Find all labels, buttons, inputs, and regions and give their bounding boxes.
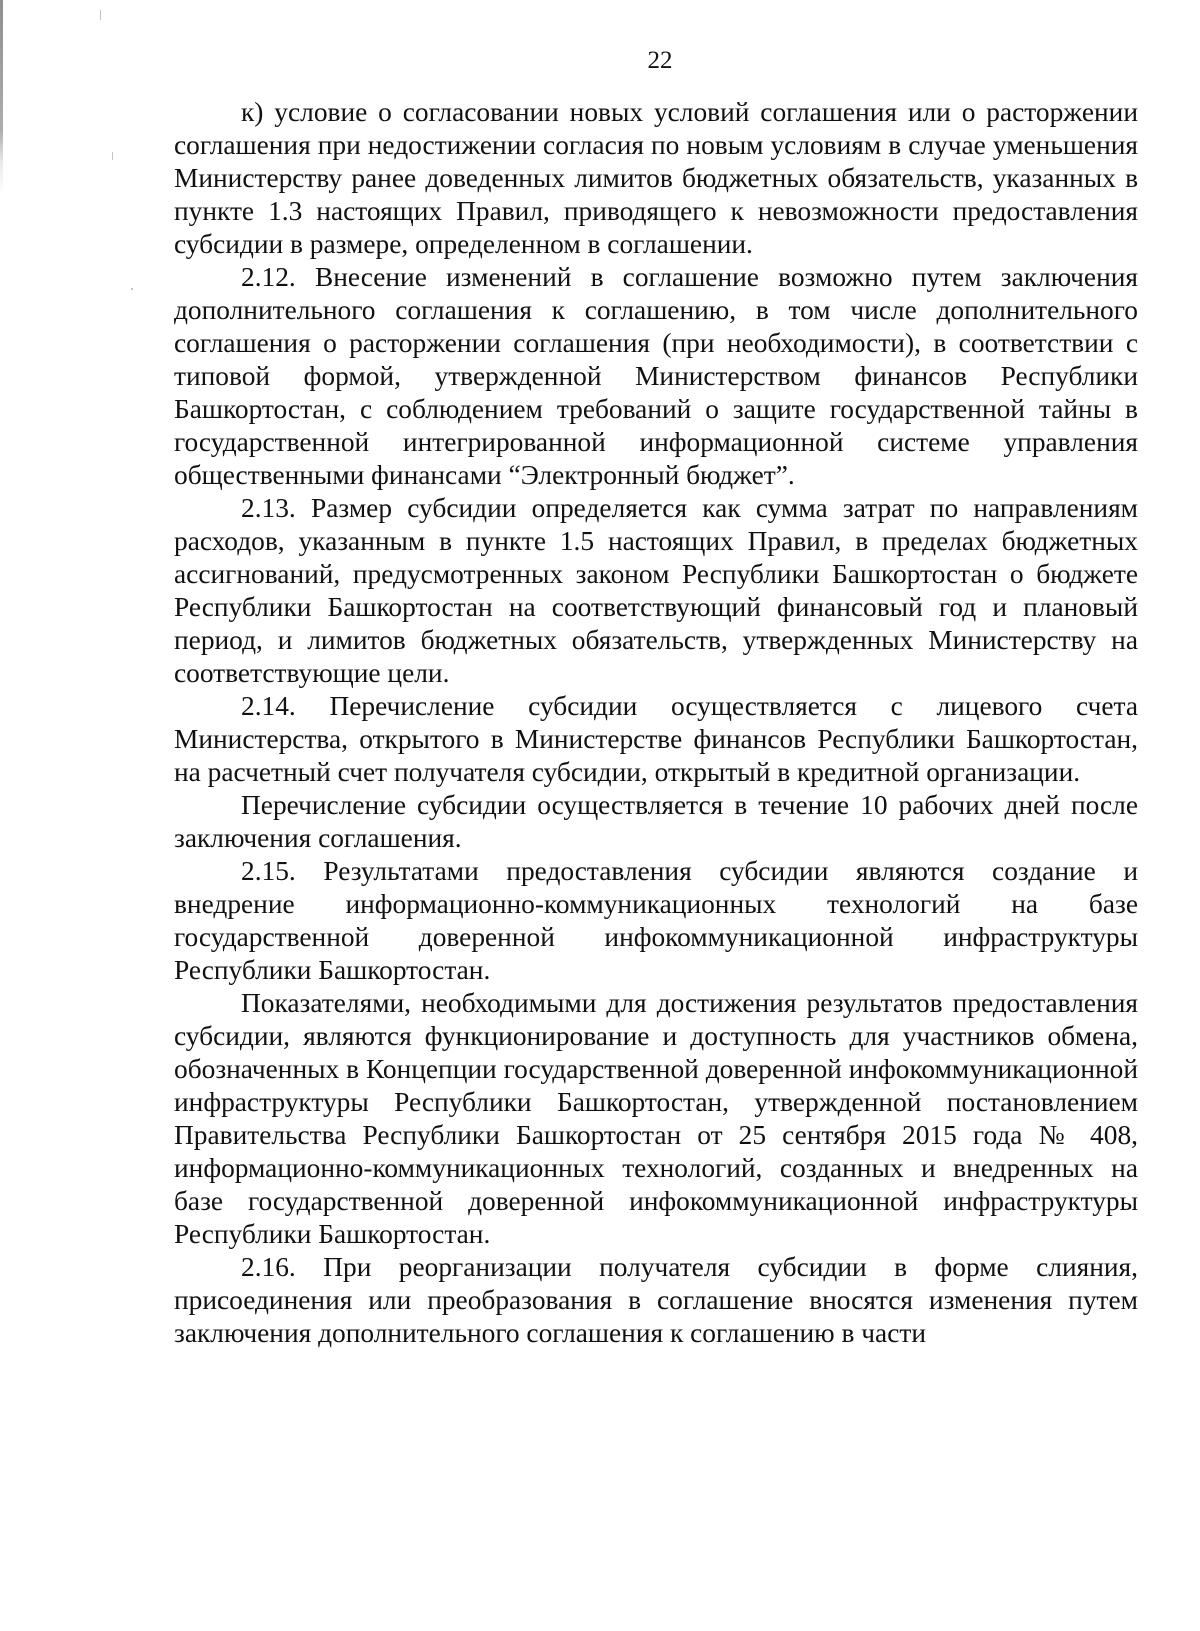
paragraph-2-12: 2.12. Внесение изменений в соглашение возможно путем заключения дополнительного соглашения к соглашению, в том числе дополнительного соглашения о расторжении соглашения (при необходимости), в соответствии с типовой формой, утвержденной Министерством финансов Республики Башкортостан, с соблюдением требований о защите государственной тайны в государственной интегрированной информационной системе управления общественными финансами “Электронный бюджет”. [174, 262, 1138, 490]
paragraph-2-16: 2.16. При реорганизации получателя субсидии в форме слияния, присоединения или преобразования в соглашение вносятся изменения путем заключения дополнительного соглашения к соглашению в части [174, 1252, 1138, 1348]
paragraph-2-13: 2.13. Размер субсидии определяется как сумма затрат по направлениям расходов, указанным в пункте 1.5 настоящих Правил, в пределах бюджетных ассигнований, предусмотренных законом Республики Башкортостан о бюджете Республики Башкортостан на соответствующий финансовый год и плановый период, и лимитов бюджетных обязательств, утвержденных Министерству на соответствующие цели. [174, 493, 1138, 688]
scan-mark [100, 10, 101, 20]
paragraph-indicators: Показателями, необходимыми для достижения результатов предоставления субсидии, являются функционирование и доступность для участников обмена, обозначенных в Концепции государственной доверенной инфокоммуникационной инфраструктуры Республики Башкортостан, утвержденной постановлением Правительства Республики Башкортостан от 25 сентября 2015 года № 408, информационно-коммуникационных технологий, созданных и внедренных на базе государственной доверенной инфокоммуникационной инфраструктуры Республики Башкортостан. [174, 988, 1138, 1249]
scan-mark [131, 288, 133, 290]
page-number: 22 [647, 47, 673, 74]
paragraph-transfer-term: Перечисление субсидии осуществляется в течение 10 рабочих дней после заключения соглашения. [174, 790, 1138, 853]
paragraph-2-15: 2.15. Результатами предоставления субсидии являются создание и внедрение информационно-коммуникационных технологий на базе государственной доверенной инфокоммуникационной инфраструктуры Республики Башкортостан. [174, 856, 1138, 985]
scan-edge [0, 0, 3, 1631]
paragraph-2-14: 2.14. Перечисление субсидии осуществляется с лицевого счета Министерства, открытого в Министерстве финансов Республики Башкортостан, на расчетный счет получателя субсидии, открытый в кредитной организации. [174, 691, 1138, 787]
scan-mark [112, 152, 113, 160]
document-body [174, 96, 1138, 1350]
paragraph-k: к) условие о согласовании новых условий соглашения или о расторжении соглашения при недостижении согласия по новым условиям в случае уменьшения Министерству ранее доведенных лимитов бюджетных обязательств, указанных в пункте 1.3 настоящих Правил, приводящего к невозможности предоставления субсидии в размере, определенном в соглашении. [174, 97, 1138, 259]
